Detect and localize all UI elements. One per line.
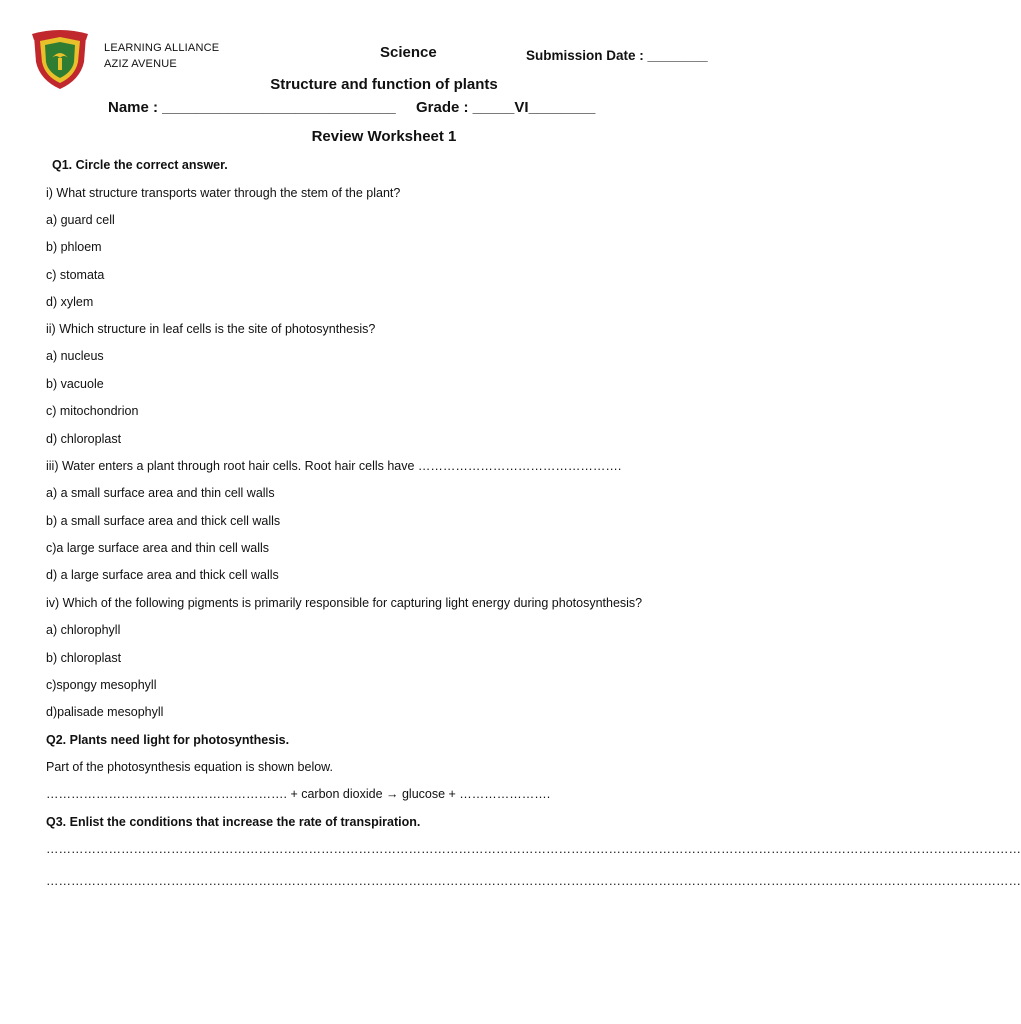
q1-iv-option-c: c)spongy mesophyll <box>46 678 157 692</box>
q1-heading: Q1. Circle the correct answer. <box>52 158 228 172</box>
worksheet-subtitle: Review Worksheet 1 <box>311 128 457 145</box>
q1-ii-option-a: a) nucleus <box>46 349 104 363</box>
q1-i-option-c: c) stomata <box>46 268 105 282</box>
q1-ii-option-c: c) mitochondrion <box>46 404 139 418</box>
q1-ii-question: ii) Which structure in leaf cells is the site of photosynthesis? <box>46 322 376 336</box>
name-field: Name : ____________________________ <box>108 99 396 116</box>
q1-i-option-b: b) phloem <box>46 240 102 254</box>
q1-ii-option-d: d) chloroplast <box>46 432 122 446</box>
q1-iv-question: iv) Which of the following pigments is primarily responsible for capturing light energy during photosynthesis? <box>46 596 643 610</box>
school-name <box>104 40 219 72</box>
q1-i-option-a: a) guard cell <box>46 213 115 227</box>
q1-iii-option-b: b) a small surface area and thick cell walls <box>46 514 281 528</box>
q1-iv-option-d: d)palisade mesophyll <box>46 705 164 719</box>
q1-ii-option-b: b) vacuole <box>46 377 104 391</box>
school-name-line2: AZIZ AVENUE <box>104 58 177 70</box>
q3-heading: Q3. Enlist the conditions that increase the rate of transpiration. <box>46 815 421 829</box>
q2-heading: Q2. Plants need light for photosynthesis. <box>46 733 290 747</box>
q1-iii-option-c: c)a large surface area and thin cell walls <box>46 541 270 555</box>
q1-iv-option-a: a) chlorophyll <box>46 623 121 637</box>
q1-i-question: i) What structure transports water through the stem of the plant? <box>46 186 401 200</box>
q1-iv-option-b: b) chloroplast <box>46 651 122 665</box>
q3-answer-line-2: ……………………………………………………………………………………………………………………………………………………………………………………………………………… <box>46 874 1021 888</box>
q2-intro: Part of the photosynthesis equation is shown below. <box>46 760 333 774</box>
worksheet-title: Structure and function of plants <box>270 76 498 93</box>
q1-iii-option-d: d) a large surface area and thick cell walls <box>46 568 279 582</box>
q2-equation: …………………………………………………. + carbon dioxide → glucose + …………………. <box>46 787 551 801</box>
q1-iii-option-a: a) a small surface area and thin cell walls <box>46 486 275 500</box>
school-name-line1: LEARNING ALLIANCE <box>104 42 220 54</box>
q1-iii-question: iii) Water enters a plant through root hair cells. Root hair cells have …………………………………………. <box>46 459 622 473</box>
q3-answer-line-1: ……………………………………………………………………………………………………………………………………………………………………………………………………………… <box>46 842 1021 856</box>
submission-date-field: Submission Date : ________ <box>526 48 708 63</box>
q1-i-option-d: d) xylem <box>46 295 94 309</box>
subject-heading: Science <box>380 44 437 61</box>
grade-field: Grade : _____VI________ <box>416 99 596 116</box>
